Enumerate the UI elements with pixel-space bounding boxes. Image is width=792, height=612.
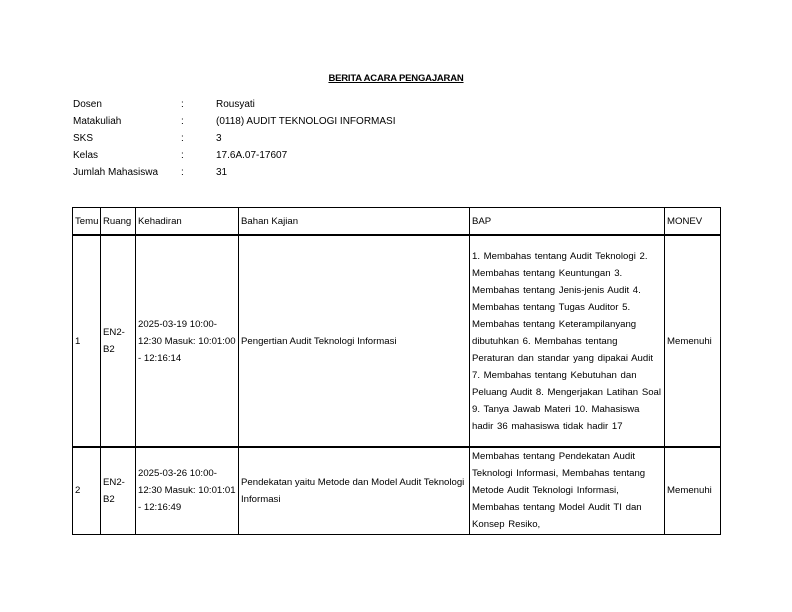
cell-temu: 1 <box>73 235 101 447</box>
info-value: 31 <box>216 167 228 178</box>
info-value: Rousyati <box>216 99 255 110</box>
cell-monev: Memenuhi <box>665 235 721 447</box>
header-ruang: Ruang <box>101 208 136 236</box>
info-colon: : <box>181 116 184 127</box>
info-label: Matakuliah <box>73 116 122 127</box>
info-value: 17.6A.07-17607 <box>216 150 288 161</box>
page-title: BERITA ACARA PENGAJARAN <box>328 73 464 84</box>
info-colon: : <box>181 133 184 144</box>
header-monev: MONEV <box>665 208 721 236</box>
cell-bap: 1. Membahas tentang Audit Teknologi 2. Membahas tentang Keuntungan 3. Membahas tentang Jenis-jenis Audit 4. Membahas tentang Tugas Auditor 5. Membahas tentang Keterampilanyang dibutuhkan 6. Membahas tentang Peraturan dan standar yang dipakai Audit 7. Membahas tentang Kebutuhan dan Peluang Audit 8. Mengerjakan Latihan Soal 9. Tanya Jawab Materi 10. Mahasiswa hadir 36 mahasiswa tidak hadir 17 <box>470 235 665 447</box>
info-label: SKS <box>73 133 94 144</box>
cell-monev: Memenuhi <box>665 447 721 534</box>
info-colon: : <box>181 99 184 110</box>
table-row <box>73 235 721 447</box>
bap-table <box>72 207 721 535</box>
info-label: Kelas <box>73 150 99 161</box>
cell-kehadiran: 2025-03-26 10:00-12:30 Masuk: 10:01:01 - 12:16:49 <box>136 447 239 534</box>
cell-bahan-kajian: Pendekatan yaitu Metode dan Model Audit Teknologi Informasi <box>239 447 470 534</box>
cell-bahan-kajian: Pengertian Audit Teknologi Informasi <box>239 235 470 447</box>
header-bahan-kajian: Bahan Kajian <box>239 208 470 236</box>
info-colon: : <box>181 167 184 178</box>
cell-ruang: EN2-B2 <box>101 447 136 534</box>
cell-ruang: EN2-B2 <box>101 235 136 447</box>
info-value: 3 <box>216 133 222 144</box>
table-row <box>73 447 721 534</box>
info-label: Dosen <box>73 99 102 110</box>
cell-bap: Membahas tentang Pendekatan Audit Teknologi Informasi, Membahas tentang Metode Audit Teknologi Informasi, Membahas tentang Model Audit TI dan Konsep Resiko, <box>470 447 665 534</box>
cell-temu: 2 <box>73 447 101 534</box>
cell-kehadiran: 2025-03-19 10:00-12:30 Masuk: 10:01:00 - 12:16:14 <box>136 235 239 447</box>
info-label: Jumlah Mahasiswa <box>73 167 159 178</box>
header-kehadiran: Kehadiran <box>136 208 239 236</box>
info-colon: : <box>181 150 184 161</box>
header-bap: BAP <box>470 208 665 236</box>
info-value: (0118) AUDIT TEKNOLOGI INFORMASI <box>216 116 396 127</box>
table-header-row <box>73 208 721 236</box>
header-temu: Temu <box>73 208 101 236</box>
